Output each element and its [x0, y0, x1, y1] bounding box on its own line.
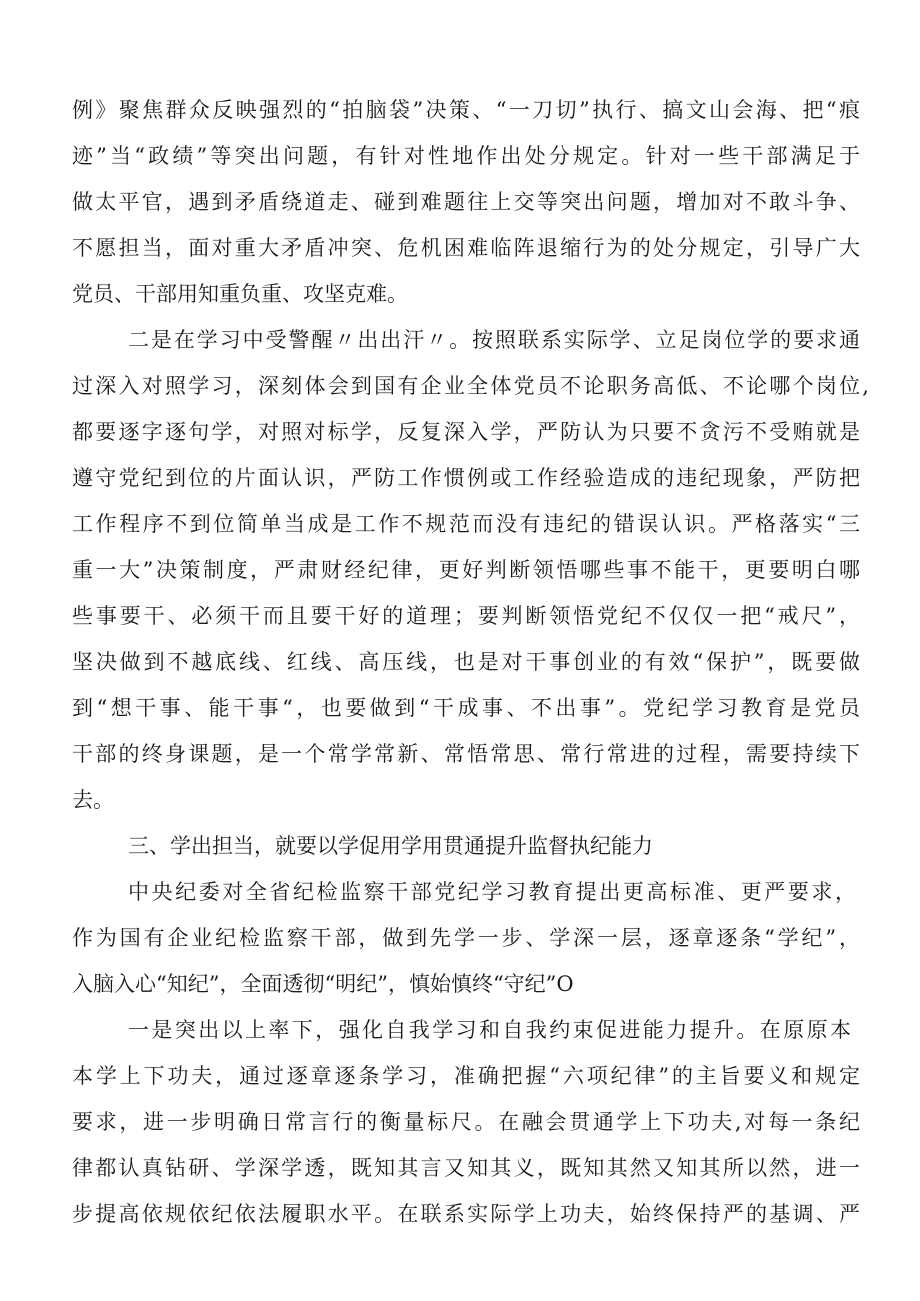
text-line: 例》聚焦群众反映强烈的“拍脑袋”决策、“一刀切”执行、搞文山会海、把“痕: [72, 98, 860, 122]
text-line: 遵守党纪到位的片面认识，严防工作惯例或工作经验造成的违纪现象，严防把: [72, 466, 860, 490]
text-line: 步提高依规依纪依法履职水平。在联系实际学上功夫，始终保持严的基调、严: [72, 1202, 860, 1226]
text-line: 干部的终身课题，是一个常学常新、常悟常思、常行常进的过程，需要持续下: [72, 742, 860, 766]
text-line: 工作程序不到位简单当成是工作不规范而没有违纪的错误认识。严格落实“三: [72, 512, 860, 536]
text-line: 入脑入心“知纪”，全面透彻“明纪”，慎始慎终“守纪”O: [72, 972, 574, 996]
text-line: 重一大”决策制度，严肃财经纪律，更好判断领悟哪些事不能干，更要明白哪: [72, 558, 860, 582]
text-line: 作为国有企业纪检监察干部，做到先学一步、学深一层，逐章逐条“学纪”，: [72, 926, 860, 950]
text-line: 去。: [72, 788, 114, 812]
text-line: 到“想干事、能干事“，也要做到“干成事、不出事”。党纪学习教育是党员: [72, 696, 860, 720]
text-line: 要求，进一步明确日常言行的衡量标尺。在融会贯通学上下功夫,对每一条纪: [72, 1110, 860, 1134]
text-line: 本学上下功夫，通过逐章逐条学习，准确把握“六项纪律”的主旨要义和规定: [72, 1064, 860, 1088]
text-line: 一是突出以上率下，强化自我学习和自我约束促进能力提升。在原原本: [128, 1018, 851, 1042]
text-line: 迹”当“政绩”等突出问题，有针对性地作出处分规定。针对一些干部满足于: [72, 144, 860, 168]
text-line: 些事要干、必须干而且要干好的道理；要判断领悟党纪不仅仅一把“戒尺”，: [72, 604, 860, 628]
text-line: 过深入对照学习，深刻体会到国有企业全体党员不论职务高低、不论哪个岗位,: [72, 374, 869, 398]
text-line: 不愿担当，面对重大矛盾冲突、危机困难临阵退缩行为的处分规定，引导广大: [72, 236, 860, 260]
text-line: 党员、干部用知重负重、攻坚克难。: [72, 282, 408, 306]
text-line: 律都认真钻研、学深学透，既知其言又知其义，既知其然又知其所以然，进一: [72, 1156, 860, 1180]
text-line: 做太平官，遇到矛盾绕道走、碰到难题往上交等突出问题，增加对不敢斗争、: [72, 190, 860, 214]
section-heading: 三、学出担当，就要以学促用学用贯通提升监督执纪能力: [128, 834, 653, 858]
text-line: 中央纪委对全省纪检监察干部党纪学习教育提出更高标准、更严要求，: [128, 880, 856, 904]
text-line: 都要逐字逐句学，对照对标学，反复深入学，严防认为只要不贪污不受贿就是: [72, 420, 860, 444]
text-line: 坚决做到不越底线、红线、高压线，也是对干事创业的有效“保护”，既要做: [72, 650, 861, 674]
text-line: 二是在学习中受警醒〃出出汗〃。按照联系实际学、立足岗位学的要求通: [128, 328, 860, 352]
